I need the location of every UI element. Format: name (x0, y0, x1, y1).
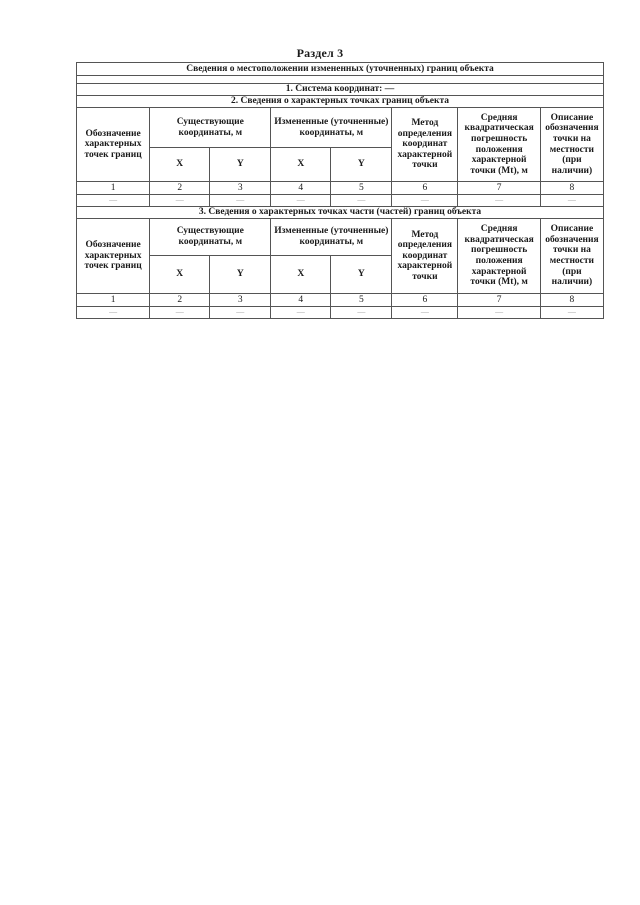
header-changed: Измененные (уточненные) координаты, м (271, 108, 392, 148)
header-description: Описание обозначения точки на местности (при наличии) (540, 219, 603, 294)
header-x: X (150, 256, 210, 294)
table-title: Сведения о местоположении измененных (уточненных) границ объекта (77, 63, 604, 76)
spacer-row (77, 76, 604, 84)
header-y: Y (331, 256, 392, 294)
column-number: 2 (150, 294, 210, 307)
table-cell: — (540, 195, 603, 207)
header-y: Y (331, 148, 392, 182)
header-changed: Измененные (уточненные) координаты, м (271, 219, 392, 256)
table-cell: — (331, 195, 392, 207)
header-method: Метод определения координат характерной точки (392, 108, 458, 182)
part3-title: 3. Сведения о характерных точках части (частей) границ объекта (77, 207, 604, 219)
header-y: Y (210, 148, 271, 182)
header-error: Средняя квадратическая погрешность положения характерной точки (Mt), м (458, 219, 540, 294)
table-cell: — (392, 195, 458, 207)
table-cell: — (271, 307, 331, 319)
header-designation: Обозначение характерных точек границ (77, 219, 150, 294)
table-cell: — (271, 195, 331, 207)
header-existing: Существующие координаты, м (150, 219, 271, 256)
header-method: Метод определения координат характерной точки (392, 219, 458, 294)
table-cell: — (77, 195, 150, 207)
column-number: 6 (392, 182, 458, 195)
column-number: 3 (210, 294, 271, 307)
table-cell: — (458, 195, 540, 207)
part2-title: 2. Сведения о характерных точках границ объекта (77, 96, 604, 108)
table-cell: — (77, 307, 150, 319)
column-number: 1 (77, 182, 150, 195)
column-number: 8 (540, 182, 603, 195)
column-number: 6 (392, 294, 458, 307)
table-cell: — (331, 307, 392, 319)
column-number: 8 (540, 294, 603, 307)
column-number: 4 (271, 294, 331, 307)
table-cell: — (150, 307, 210, 319)
column-number: 2 (150, 182, 210, 195)
boundary-table (76, 62, 604, 319)
header-x: X (271, 256, 331, 294)
table-cell: — (150, 195, 210, 207)
header-x: X (271, 148, 331, 182)
header-description: Описание обозначения точки на местности (при наличии) (540, 108, 603, 182)
column-number: 5 (331, 294, 392, 307)
section-title: Раздел 3 (296, 46, 344, 60)
table-cell: — (458, 307, 540, 319)
table-cell: — (210, 195, 271, 207)
header-y: Y (210, 256, 271, 294)
header-error: Средняя квадратическая погрешность положения характерной точки (Mt), м (458, 108, 540, 182)
column-number: 7 (458, 294, 540, 307)
header-x: X (150, 148, 210, 182)
column-number: 5 (331, 182, 392, 195)
header-existing: Существующие координаты, м (150, 108, 271, 148)
column-number: 4 (271, 182, 331, 195)
table-cell: — (392, 307, 458, 319)
table-cell: — (540, 307, 603, 319)
coordinate-system: 1. Система координат: — (77, 84, 604, 96)
column-number: 3 (210, 182, 271, 195)
column-number: 7 (458, 182, 540, 195)
header-designation: Обозначение характерных точек границ (77, 108, 150, 182)
table-cell: — (210, 307, 271, 319)
column-number: 1 (77, 294, 150, 307)
